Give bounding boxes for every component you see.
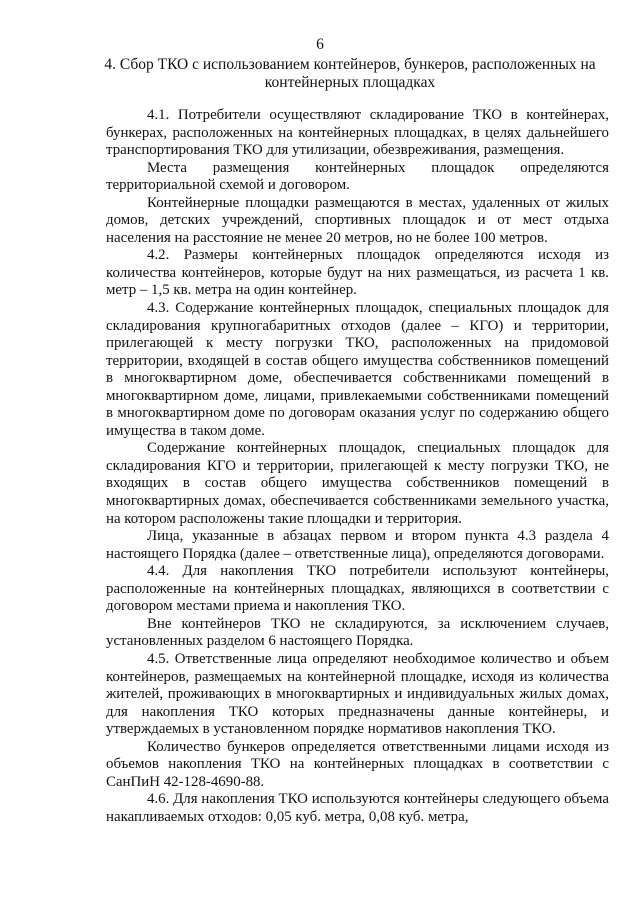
paragraph-4-4: 4.4. Для накопления ТКО потребители используют контейнеры, расположенные на контейнерных площадках, являющихся в соответствии с договором местами приема и накопления ТКО. — [106, 563, 609, 615]
paragraph-4-5-bunkers: Количество бункеров определяется ответственными лицами исходя из объемов накопления ТКО на контейнерных площадках в соответствии с СанПиН 42-128-4690-88. — [106, 738, 609, 790]
document-body — [106, 107, 609, 826]
page-number: 6 — [316, 36, 324, 53]
paragraph-placement-locations: Места размещения контейнерных площадок определяются территориальной схемой и договором. — [106, 159, 609, 194]
section-title: 4. Сбор ТКО с использованием контейнеров, бункеров, расположенных на контейнерных площадках — [104, 56, 596, 91]
paragraph-4-6: 4.6. Для накопления ТКО используются контейнеры следующего объема накапливаемых отходов: 0,05 куб. метра, 0,08 куб. метра, — [106, 791, 609, 825]
paragraph-4-1: 4.1. Потребители осуществляют складирование ТКО в контейнерах, бункерах, расположенных на контейнерных площадках, в целях дальнейшего транспортирования ТКО для утилизации, обезвреживания, размещения. — [106, 107, 609, 159]
paragraph-placement-distance: Контейнерные площадки размещаются в местах, удаленных от жилых домов, детских учреждений, спортивных площадок и от мест отдыха населения на расстояние не менее 20 метров, но не более 100 метров. — [106, 194, 609, 246]
paragraph-4-2: 4.2. Размеры контейнерных площадок определяются исходя из количества контейнеров, которые будут на них размещаться, из расчета 1 кв. метр – 1,5 кв. метра на один контейнер. — [106, 247, 609, 299]
paragraph-4-5: 4.5. Ответственные лица определяют необходимое количество и объем контейнеров, размещаемых на контейнерной площадке, исходя из количества жителей, проживающих в многоквартирных и индивидуальных жилых домах, для накопления ТКО которых предназначены данные контейнеры, и утверждаемых в установленном порядке нормативов накопления ТКО. — [106, 650, 609, 738]
paragraph-4-4-exceptions: Вне контейнеров ТКО не складируются, за исключением случаев, установленных разделом 6 настоящего Порядка. — [106, 615, 609, 650]
paragraph-4-3-maintenance: Содержание контейнерных площадок, специальных площадок для складирования КГО и территории, прилегающей к месту погрузки ТКО, не входящих в состав общего имущества собственников помещений в многоквартирных домах, обеспечивается собственниками земельного участка, на котором расположены такие площадки и территория. — [106, 440, 609, 527]
paragraph-4-3-responsible: Лица, указанные в абзацах первом и втором пункта 4.3 раздела 4 настоящего Порядка (далее – ответственные лица), определяются договорами. — [106, 528, 609, 562]
paragraph-4-3: 4.3. Содержание контейнерных площадок, специальных площадок для складирования крупногабаритных отходов (далее – КГО) и территории, прилегающей к месту погрузки ТКО, расположенных на придомовой территории, входящей в состав общего имущества собственников помещений в многоквартирном доме, обеспечивается собственниками помещений в многоквартирном доме, лицами, привлекаемыми собственниками помещений в многоквартирном доме по договорам оказания услуг по содержанию общего имущества в таком доме. — [106, 300, 609, 439]
